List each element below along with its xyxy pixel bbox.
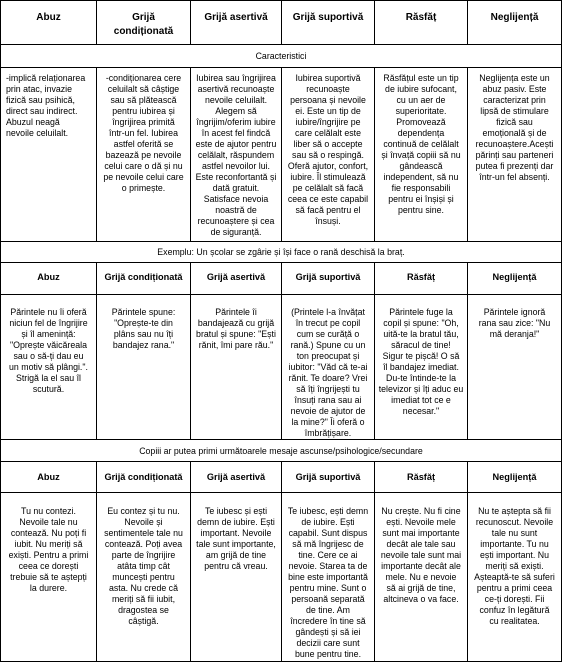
message-rasfat: Nu crește. Nu fi cine ești. Nevoile mele sunt mai importante decât ale tale sau nevoile tale sunt mai importante decât ale mele. Nu e nevoie să ai grijă de tine, altcineva o va face. [375, 493, 468, 662]
messages-header-grija-suportiva: Grijă suportivă [282, 462, 375, 493]
messages-header-grija-conditionata: Grijă condiționată [97, 462, 191, 493]
example-grija-conditionata: Părintele spune: "Oprește-te din plâns sau nu îți bandajez rana." [97, 295, 191, 440]
header-grija-asertiva: Grijă asertivă [191, 1, 282, 45]
message-neglijenta: Nu te aștepta să fii recunoscut. Nevoile tale nu sunt importante. Tu nu ești important. Nu meriți să exiști. Așteaptă-te să suferi pentru a primi ceea ce-ți dorești. Fii confuz în legătură cu realitatea. [468, 493, 562, 662]
message-grija-suportiva: Te iubesc, ești demn de iubire. Ești capabil. Sunt dispus să mă îngrijesc de tine. Cere ce ai nevoie. Starea ta de bine este importantă pentru mine. Sunt o persoană separată de tine. Am încredere în tine să gândești și să iei decizii care sunt bune pentru tine. [282, 493, 375, 662]
example-header-grija-asertiva: Grijă asertivă [191, 263, 282, 295]
header-neglijenta: Neglijență [468, 1, 562, 45]
example-grija-asertiva: Părintele îi bandajează cu grijă bratul și spune: "Ești rănit, îmi pare rău." [191, 295, 282, 440]
messages-header-abuz: Abuz [1, 462, 97, 493]
messages-header-rasfat: Răsfăț [375, 462, 468, 493]
example-header-neglijenta: Neglijență [468, 263, 562, 295]
example-header-abuz: Abuz [1, 263, 97, 295]
section-title-hidden-messages: Copiii ar putea primi următoarele mesaje ascunse/psihologice/secundare [1, 440, 562, 462]
characteristic-grija-asertiva: Iubirea sau îngrijirea asertivă recunoaște nevoile celuilalt. Alegem să îngrijim/oferim iubire în acest fel findcă este de ajutor pentru celălalt, răspundem astfel nevoilor lui. Este reconfortantă și dată gratuit. Satisface nevoia noastră de recunoaștere și cea de siguranță. [191, 68, 282, 242]
messages-header-grija-asertiva: Grijă asertivă [191, 462, 282, 493]
example-header-rasfat: Răsfăț [375, 263, 468, 295]
example-neglijenta: Părintele ignoră rana sau zice: "Nu mă deranja!" [468, 295, 562, 440]
header-rasfat: Răsfăț [375, 1, 468, 45]
example-header-grija-conditionata: Grijă condiționată [97, 263, 191, 295]
header-abuz: Abuz [1, 1, 97, 45]
header-grija-conditionata: Grijă condiționată [97, 1, 191, 45]
message-grija-conditionata: Eu contez și tu nu. Nevoile și sentimentele tale nu contează. Poți avea parte de îngrijire atâta timp cât muncești pentru asta. Nu crede că meriți să fii iubit, dragostea se câștigă. [97, 493, 191, 662]
header-grija-suportiva: Grijă suportivă [282, 1, 375, 45]
section-title-example: Exemplu: Un școlar se zgârie și își face o rană deschisă la braț. [1, 242, 562, 263]
example-abuz: Părintele nu îi oferă niciun fel de îngrijire și îl amenință: "Oprește văicăreala sau o să-ți dau eu un motiv să plângi.". Strigă la el sau îl scutură. [1, 295, 97, 440]
characteristic-grija-conditionata: -condiționarea cere celuilalt să câștige sau să plătească pentru iubirea și îngrijirea primită într-un fel. Iubirea astfel oferită se bazează pe nevoile celui care o dă și nu pe nevoile celui care o primește. [97, 68, 191, 242]
section-title-characteristics: Caracteristici [1, 45, 562, 68]
message-grija-asertiva: Te iubesc și ești demn de iubire. Ești important. Nevoile tale sunt importante, am grijă de tine pentru că vreau. [191, 493, 282, 662]
message-abuz: Tu nu contezi. Nevoile tale nu contează. Nu poți fi iubit. Nu meriți să exiști. Pentru a primi ceea ce dorești trebuie să te aștepți la durere. [1, 493, 97, 662]
example-header-grija-suportiva: Grijă suportivă [282, 263, 375, 295]
characteristic-grija-suportiva: Iubirea suportivă recunoaște persoana și nevoile ei. Este un tip de iubire/îngrijire pe care celălalt este liber să o accepte sau să o respingă. Oferă ajutor, confort, iubire. Îl stimulează pe celălalt să facă ceea ce este capabil să facă pentru el însuși. [282, 68, 375, 242]
characteristic-abuz: -implică relaționarea prin atac, invazie fizică sau psihică, direct sau indirect. Abuzul neagă nevoile celuilalt. [1, 68, 97, 242]
example-rasfat: Părintele fuge la copil și spune: "Oh, uită-te la bratul tău, săracul de tine! Sigur te pișcă! O să îl bandajez imediat. Du-te întinde-te la televizor și îți aduc eu imediat tot ce e necesar." [375, 295, 468, 440]
messages-header-neglijenta: Neglijență [468, 462, 562, 493]
example-grija-suportiva: (Printele l-a învățat în trecut pe copil cum se curăță o rană.) Spune cu un ton preocupat și iubitor: "Văd că te-ai rănit. Te doare? Vrei să îți îngrijești tu însuți rana sau ai nevoie de ajutor de la mine?" Îi oferă o îmbrățișare. [282, 295, 375, 440]
characteristic-rasfat: Răsfățul este un tip de iubire sufocant, cu un aer de superioritate. Promovează dependența continuă de celălalt și învață copiii să nu gândească independent, să nu fie responsabili pentru ei înșiși și pentru sine. [375, 68, 468, 242]
characteristic-neglijenta: Neglijența este un abuz pasiv. Este caracterizat prin lipsă de stimulare fizică sau emoțională și de recunoaștere.Acești părinți sau parteneri putea fi prezenți dar într-un fel absenți. [468, 68, 562, 242]
